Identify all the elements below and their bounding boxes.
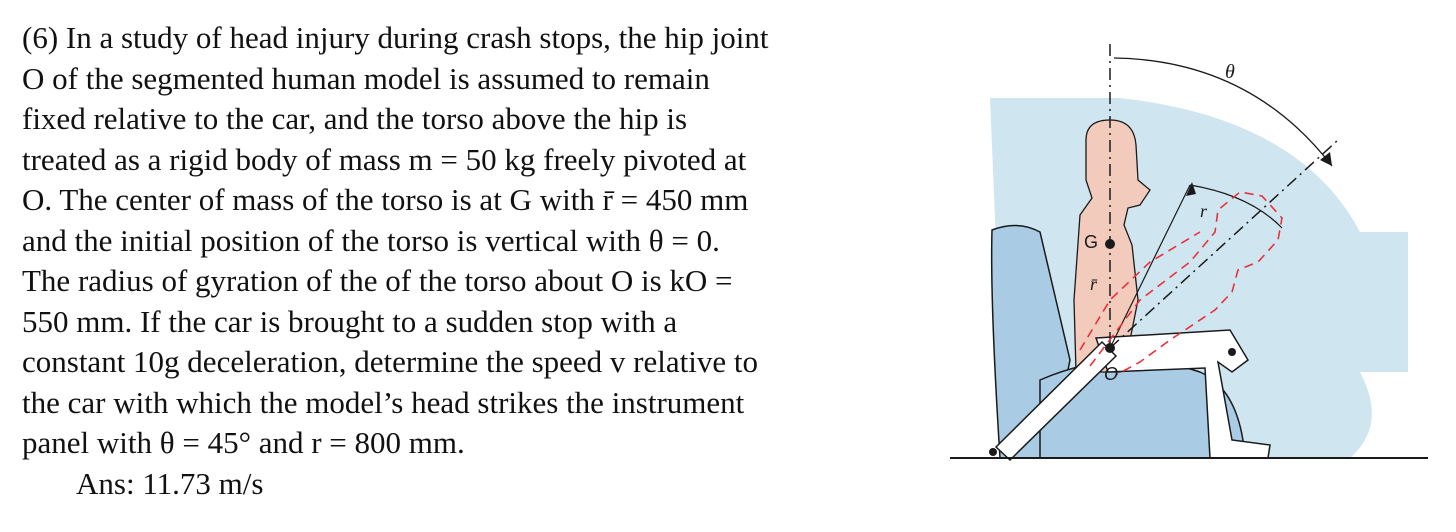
- problem-line-9: constant 10g deceleration, determine the speed v relative to: [22, 344, 758, 379]
- problem-line-8: 550 mm. If the car is brought to a sudden stop with a: [22, 303, 678, 339]
- problem-line-4: treated as a rigid body of mass m = 50 kg freely pivoted at: [22, 141, 747, 177]
- problem-line-1: (6) In a study of head injury during crash stops, the hip joint: [22, 20, 769, 55]
- belt-anchor: [989, 448, 997, 456]
- center-of-mass-dot: [1105, 239, 1115, 249]
- crash-figure: [920, 30, 1440, 500]
- problem-line-3: fixed relative to the car, and the torso above the hip is: [22, 101, 688, 136]
- o-label: O: [1104, 364, 1119, 384]
- answer-line: Ans: 11.73 m/s: [76, 465, 264, 501]
- problem-statement: [22, 18, 902, 504]
- problem-line-6: and the initial position of the torso is vertical with θ = 0.: [22, 222, 720, 258]
- r-label: r: [1200, 201, 1208, 221]
- problem-line-11: panel with θ = 45° and r = 800 mm.: [22, 425, 465, 460]
- knee-pivot: [1228, 348, 1236, 356]
- theta-label: θ: [1225, 61, 1235, 83]
- rbar-label: r̄: [1090, 274, 1098, 294]
- problem-line-7: The radius of gyration of the of the torso about O is kO =: [22, 263, 733, 298]
- problem-line-10: the car with which the model’s head strikes the instrument: [22, 384, 745, 420]
- problem-line-2: O of the segmented human model is assumed to remain: [22, 60, 710, 96]
- problem-line-5: O. The center of mass of the torso is at G with r̄ = 450 mm: [22, 182, 749, 217]
- g-label: G: [1084, 232, 1099, 252]
